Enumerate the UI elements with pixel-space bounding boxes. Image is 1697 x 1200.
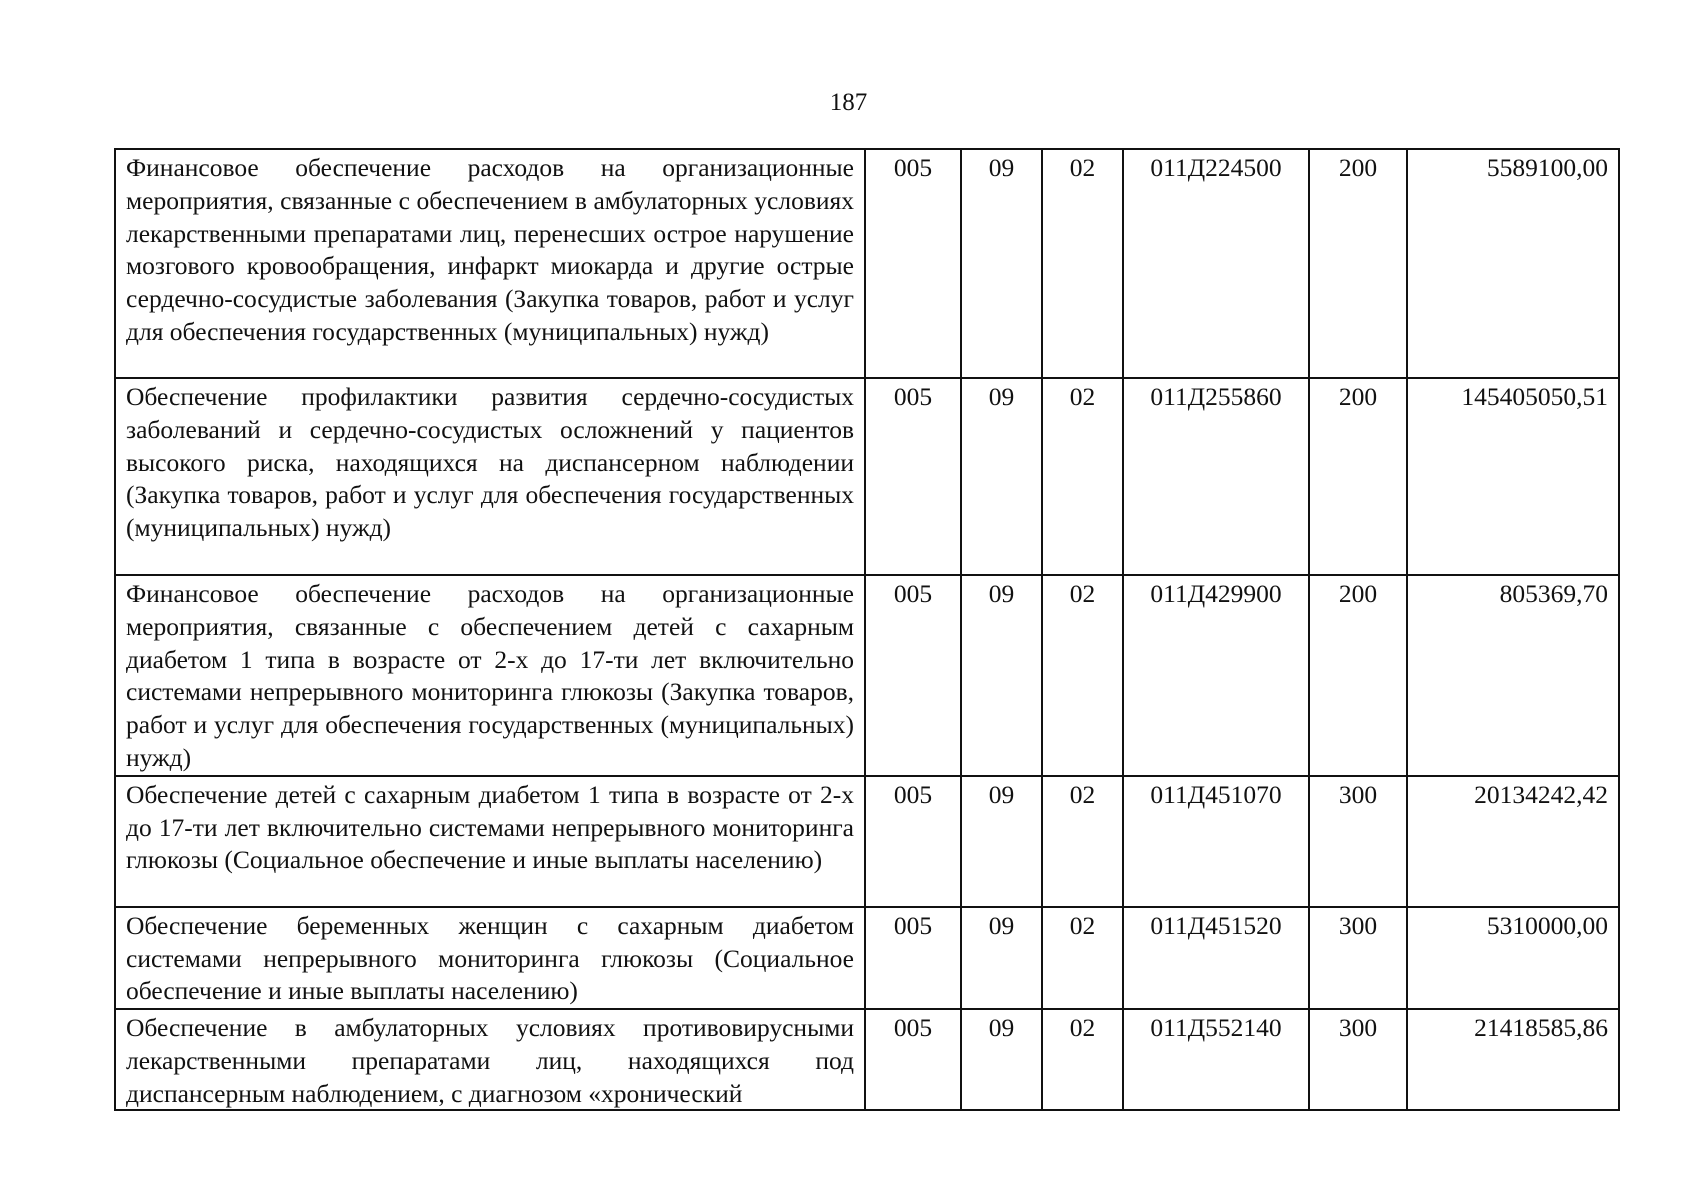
expense-type-code: 300 <box>1309 1009 1407 1110</box>
amount-value: 145405050,51 <box>1407 378 1619 575</box>
subsection-code: 02 <box>1042 907 1123 1009</box>
target-article-code: 011Д224500 <box>1123 149 1309 378</box>
row-description: Финансовое обеспечение расходов на организационные мероприятия, связанные с обеспечением в амбулаторных условиях лекарственными препаратами лиц, перенесших острое нарушение мозгового кровообращения, инфаркт миокарда и другие острые сердечно-сосудистые заболевания (Закупка товаров, работ и услуг для обеспечения государственных (муниципальных) нужд) <box>115 149 865 378</box>
section-code: 09 <box>961 149 1042 378</box>
ministry-code: 005 <box>865 378 961 575</box>
expense-type-code: 200 <box>1309 575 1407 776</box>
subsection-code: 02 <box>1042 149 1123 378</box>
row-description: Финансовое обеспечение расходов на организационные мероприятия, связанные с обеспечением детей с сахарным диабетом 1 типа в возрасте от 2-х до 17-ти лет включительно системами непрерывного мониторинга глюкозы (Закупка товаров, работ и услуг для обеспечения государственных (муниципальных) нужд) <box>115 575 865 776</box>
subsection-code: 02 <box>1042 1009 1123 1110</box>
target-article-code: 011Д552140 <box>1123 1009 1309 1110</box>
ministry-code: 005 <box>865 149 961 378</box>
ministry-code: 005 <box>865 776 961 907</box>
target-article-code: 011Д429900 <box>1123 575 1309 776</box>
row-description: Обеспечение детей с сахарным диабетом 1 типа в возрасте от 2-х до 17-ти лет включительно системами непрерывного мониторинга глюкозы (Социальное обеспечение и иные выплаты населению) <box>115 776 865 907</box>
page-number: 187 <box>829 89 868 116</box>
section-code: 09 <box>961 776 1042 907</box>
ministry-code: 005 <box>865 575 961 776</box>
amount-value: 20134242,42 <box>1407 776 1619 907</box>
target-article-code: 011Д255860 <box>1123 378 1309 575</box>
table-row <box>115 776 1619 907</box>
amount-value: 5310000,00 <box>1407 907 1619 1009</box>
row-description: Обеспечение в амбулаторных условиях противовирусными лекарственными препаратами лиц, находящихся под диспансерным наблюдением, с диагнозом «хронический <box>126 1013 854 1108</box>
budget-table <box>114 148 1620 1111</box>
subsection-code: 02 <box>1042 378 1123 575</box>
expense-type-code: 300 <box>1309 776 1407 907</box>
section-code: 09 <box>961 1009 1042 1110</box>
table-row <box>115 575 1619 776</box>
section-code: 09 <box>961 378 1042 575</box>
amount-value: 5589100,00 <box>1407 149 1619 378</box>
expense-type-code: 200 <box>1309 378 1407 575</box>
ministry-code: 005 <box>865 1009 961 1110</box>
expense-type-code: 300 <box>1309 907 1407 1009</box>
row-description: Обеспечение беременных женщин с сахарным диабетом системами непрерывного мониторинга глюкозы (Социальное обеспечение и иные выплаты населению) <box>115 907 865 1009</box>
amount-value: 805369,70 <box>1407 575 1619 776</box>
target-article-code: 011Д451520 <box>1123 907 1309 1009</box>
table-row <box>115 907 1619 1009</box>
amount-value: 21418585,86 <box>1407 1009 1619 1110</box>
row-description-cell <box>115 1009 865 1110</box>
table-row <box>115 149 1619 378</box>
ministry-code: 005 <box>865 907 961 1009</box>
table-row <box>115 1009 1619 1110</box>
row-description: Обеспечение профилактики развития сердечно-сосудистых заболеваний и сердечно-сосудистых осложнений у пациентов высокого риска, находящихся на диспансерном наблюдении (Закупка товаров, работ и услуг для обеспечения государственных (муниципальных) нужд) <box>115 378 865 575</box>
subsection-code: 02 <box>1042 776 1123 907</box>
subsection-code: 02 <box>1042 575 1123 776</box>
section-code: 09 <box>961 575 1042 776</box>
section-code: 09 <box>961 907 1042 1009</box>
target-article-code: 011Д451070 <box>1123 776 1309 907</box>
table-row <box>115 378 1619 575</box>
expense-type-code: 200 <box>1309 149 1407 378</box>
